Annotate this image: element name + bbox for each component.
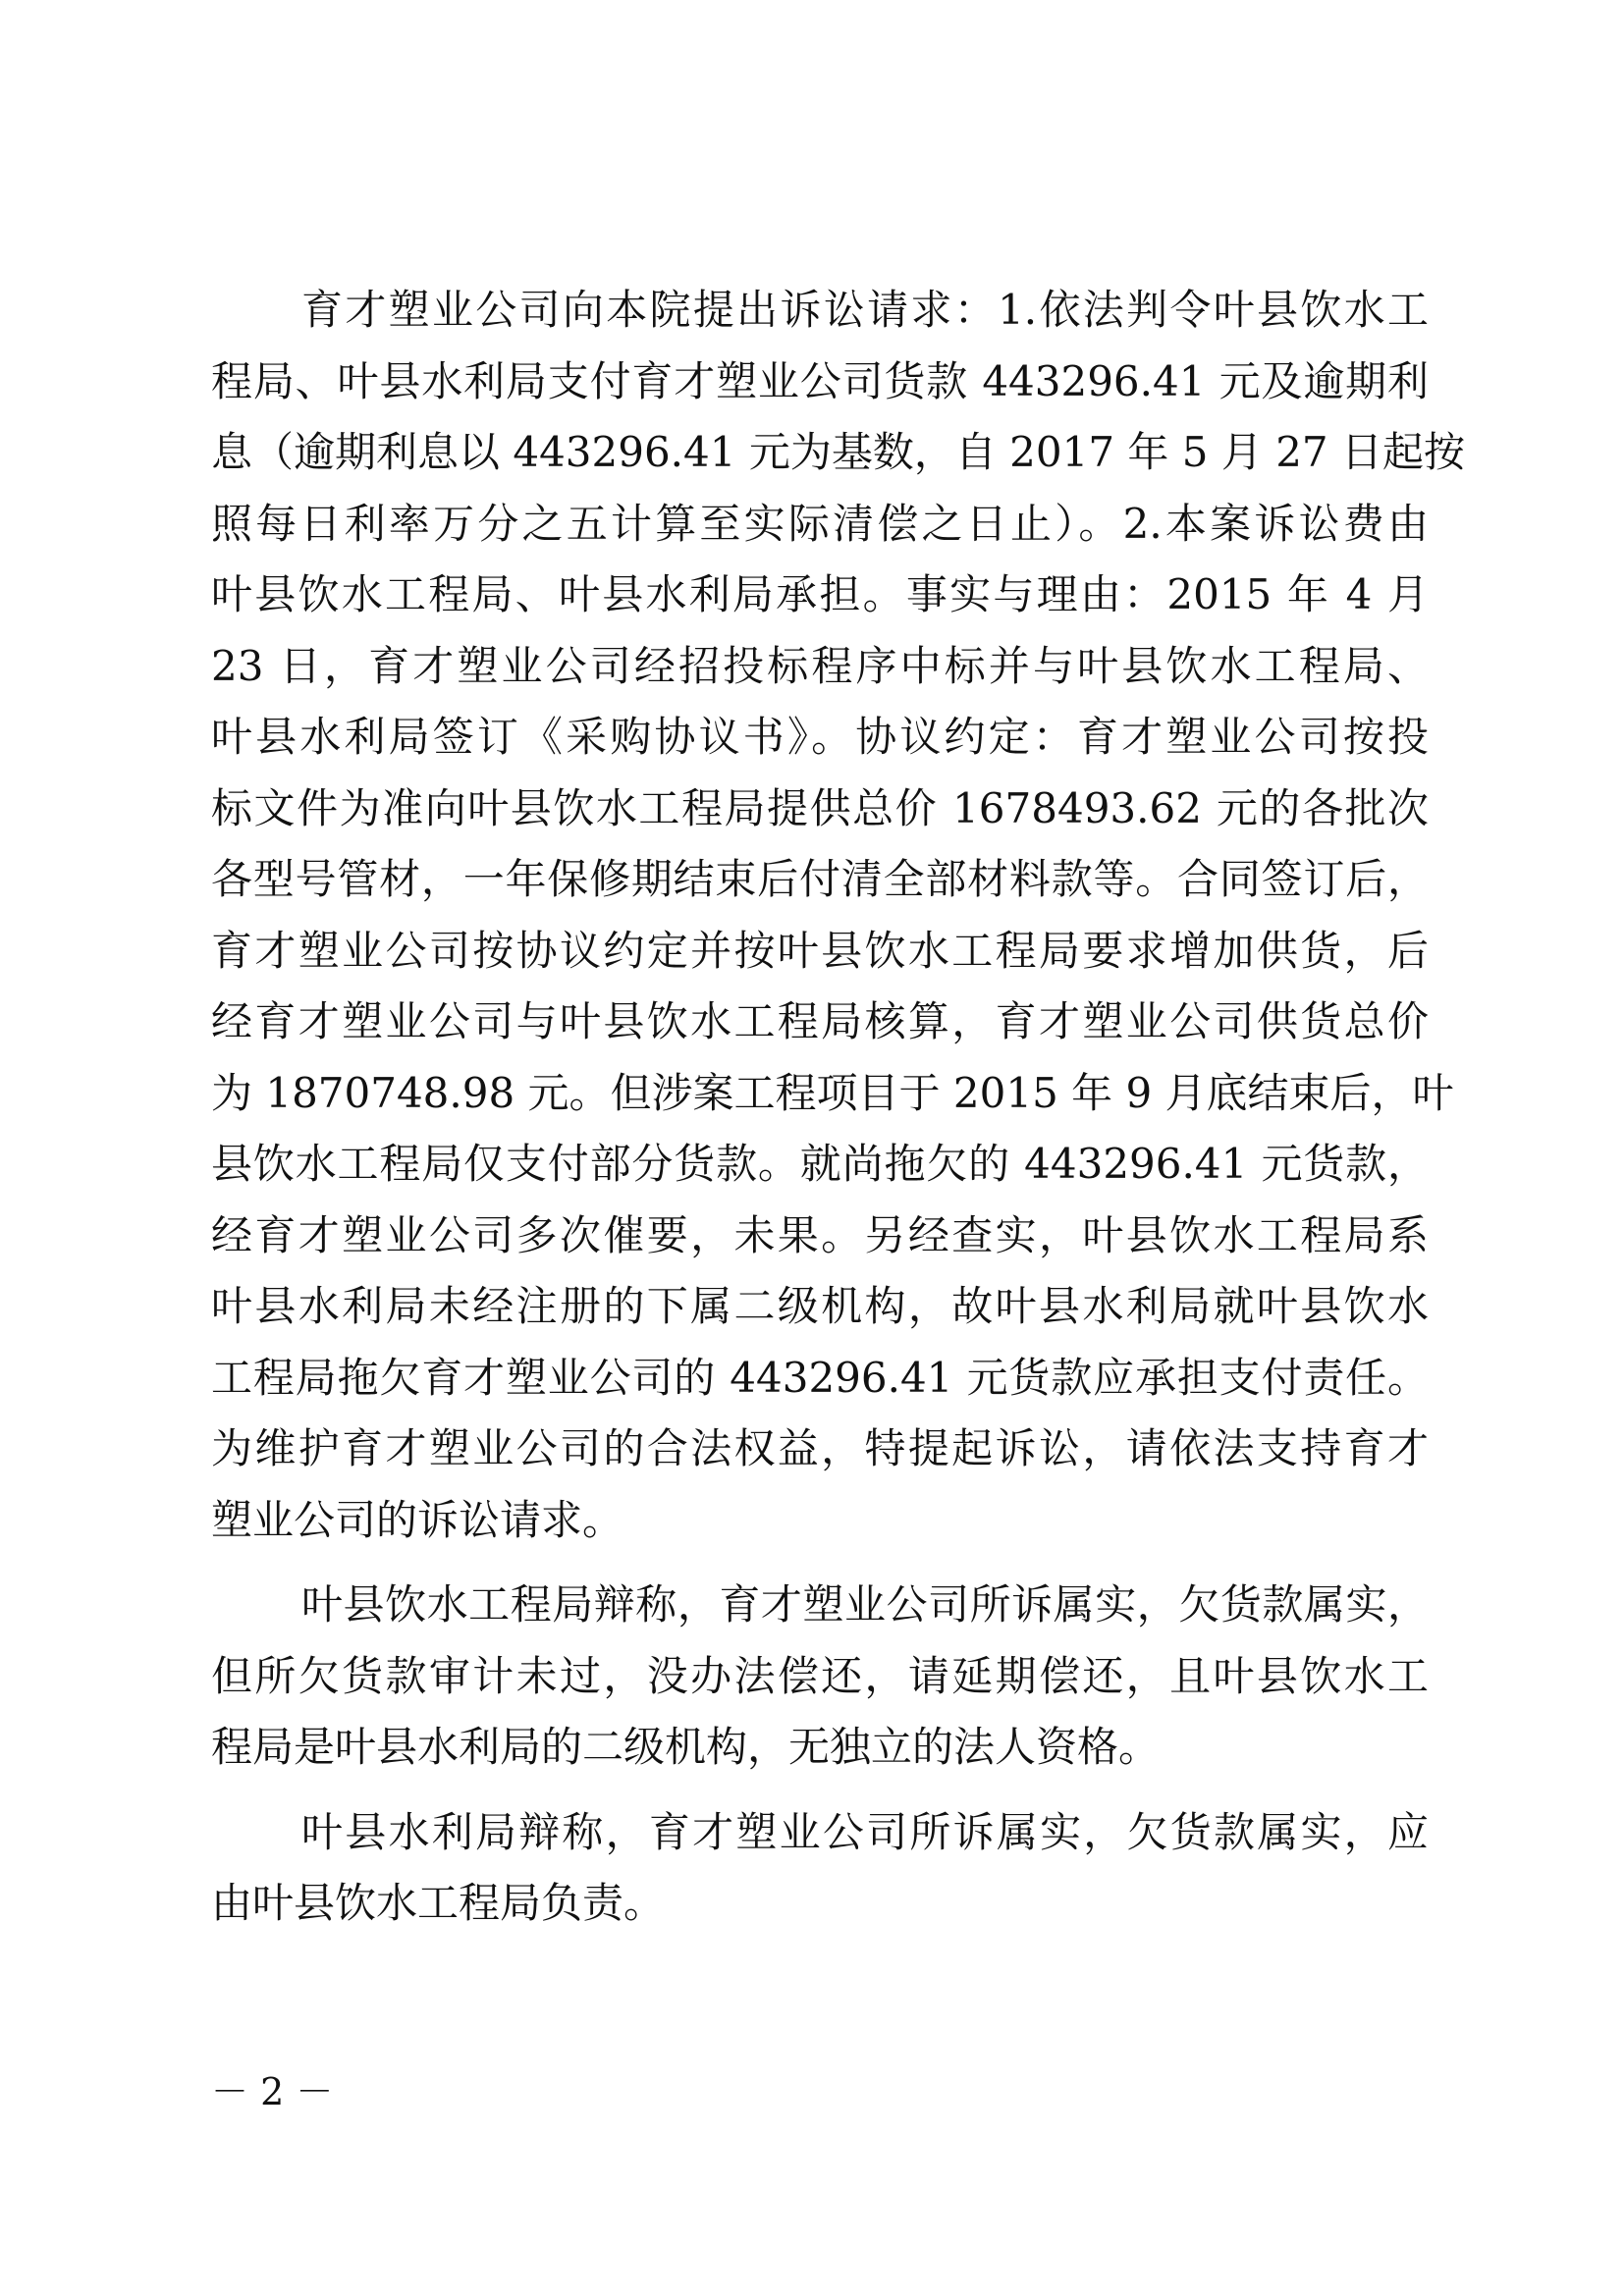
text-line: 叶县水利局签订《采购协议书》。协议约定：育才塑业公司按投: [211, 713, 1429, 761]
page-number: － 2 －: [211, 2070, 334, 2113]
text-line: 经育才塑业公司多次催要，未果。另经查实，叶县饮水工程局系: [211, 1210, 1429, 1259]
text-line: 程局、叶县水利局支付育才塑业公司货款 443296.41 元及逾期利: [211, 356, 1429, 405]
text-line: 为维护育才塑业公司的合法权益，特提起诉讼，请依法支持育才: [211, 1424, 1429, 1472]
paragraph-defense-water-resources-bureau: [211, 1797, 1429, 1940]
text-line: 经育才塑业公司与叶县饮水工程局核算，育才塑业公司供货总价: [211, 997, 1429, 1045]
text-line: 为 1870748.98 元。但涉案工程项目于 2015 年 9 月底结束后，叶: [211, 1068, 1454, 1117]
text-line: 叶县饮水工程局辩称，育才塑业公司所诉属实，欠货款属实，: [301, 1580, 1429, 1629]
text-line: 县饮水工程局仅支付部分货款。就尚拖欠的 443296.41 元货款，: [211, 1140, 1429, 1188]
text-line: 照每日利率万分之五计算至实际清偿之日止）。2.本案诉讼费由: [211, 499, 1429, 548]
text-line: 但所欠货款审计未过，没办法偿还，请延期偿还，且叶县饮水工: [211, 1651, 1429, 1700]
text-line: 各型号管材，一年保修期结束后付清全部材料款等。合同签订后，: [211, 855, 1429, 903]
text-line: 工程局拖欠育才塑业公司的 443296.41 元货款应承担支付责任。: [211, 1353, 1429, 1402]
text-line: 23 日，育才塑业公司经招投标程序中标并与叶县饮水工程局、: [211, 641, 1429, 690]
paragraph-defense-water-project-bureau: [211, 1570, 1429, 1784]
text-line: 息（逾期利息以 443296.41 元为基数，自 2017 年 5 月 27 日起按: [211, 428, 1465, 476]
text-line: 叶县饮水工程局、叶县水利局承担。事实与理由：2015 年 4 月: [211, 570, 1429, 618]
text-line: 程局是叶县水利局的二级机构，无独立的法人资格。: [211, 1723, 1161, 1771]
text-line: 育才塑业公司按协议约定并按叶县饮水工程局要求增加供货，后: [211, 926, 1429, 975]
paragraph-claims: [211, 275, 1465, 1556]
text-line: 叶县水利局辩称，育才塑业公司所诉属实，欠货款属实，应: [301, 1807, 1429, 1856]
document-body: [211, 275, 1465, 1953]
text-line: 育才塑业公司向本院提出诉讼请求：1.依法判令叶县饮水工: [301, 286, 1429, 334]
text-line: 标文件为准向叶县饮水工程局提供总价 1678493.62 元的各批次: [211, 783, 1429, 832]
text-line: 塑业公司的诉讼请求。: [211, 1495, 624, 1544]
text-line: 由叶县饮水工程局负责。: [211, 1879, 666, 1927]
text-line: 叶县水利局未经注册的下属二级机构，故叶县水利局就叶县饮水: [211, 1282, 1429, 1330]
